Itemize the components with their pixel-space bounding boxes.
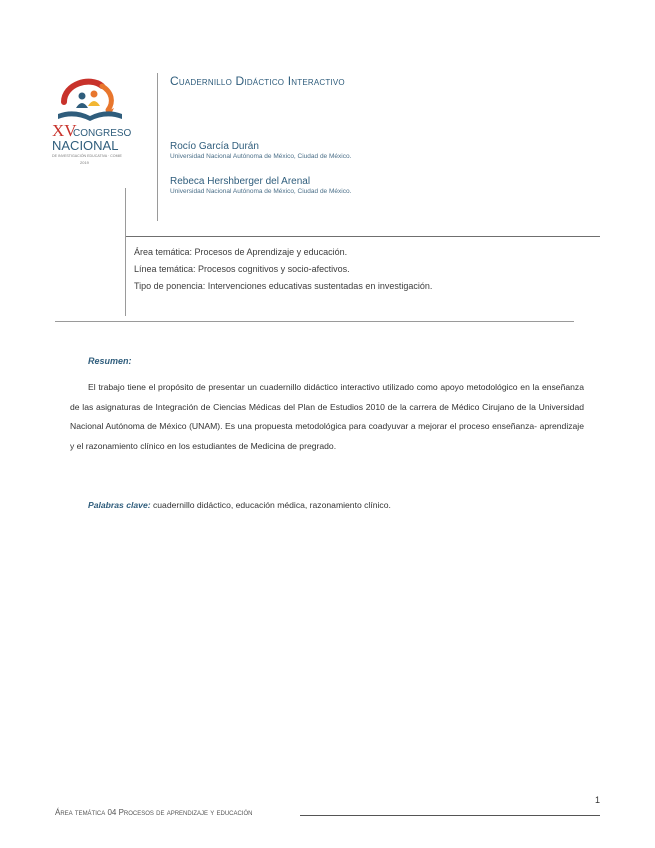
thematic-line: Línea temática: Procesos cognitivos y socio-afectivos. bbox=[134, 264, 350, 274]
keywords-text: cuadernillo didáctico, educación médica, razonamiento clínico. bbox=[150, 500, 391, 510]
logo-tagline: DE INVESTIGACIÓN EDUCATIVA · COMIE bbox=[52, 154, 122, 158]
meta-bottom-rule bbox=[55, 321, 574, 322]
paper-metadata bbox=[134, 244, 432, 295]
thematic-area: Área temática: Procesos de Aprendizaje y educación. bbox=[134, 247, 348, 257]
document-title: Cuadernillo Didáctico Interactivo bbox=[170, 74, 345, 88]
paper-type: Tipo de ponencia: Intervenciones educativas sustentadas en investigación. bbox=[134, 281, 433, 291]
author-name: Rocío García Durán bbox=[170, 141, 259, 152]
meta-top-rule bbox=[126, 236, 600, 237]
abstract-heading: Resumen: bbox=[88, 356, 132, 366]
keywords-label: Palabras clave: bbox=[88, 500, 151, 510]
author-name: Rebeca Hershberger del Arenal bbox=[170, 176, 311, 187]
header-vertical-rule bbox=[157, 73, 158, 221]
keywords-line bbox=[88, 500, 391, 510]
footer-running-title: Área temática 04 Procesos de aprendizaje y educación bbox=[55, 808, 253, 817]
author-block bbox=[170, 141, 351, 161]
author-affiliation: Universidad Nacional Autónoma de México, Ciudad de México. bbox=[170, 153, 352, 160]
logo-roman-numeral: XV bbox=[52, 121, 77, 140]
logo-dates: 2019 bbox=[80, 160, 89, 165]
logo-nacional: NACIONAL bbox=[52, 138, 119, 153]
meta-vertical-rule bbox=[125, 188, 126, 316]
page-number: 1 bbox=[595, 795, 601, 805]
abstract-text: El trabajo tiene el propósito de presentar un cuadernillo didáctico interactivo utilizado como apoyo metodológico en la enseñanza de las asignaturas de Integración de Ciencias Médicas del Plan de Estudios 2010 de la carrera de Médico Cirujano de la Universidad Nacional Autónoma de México (UNAM). Es una propuesta metodológica para coadyuvar a mejorar el proceso enseñanza- aprendizaje y el razonamiento clínico en los estudiantes de Medicina de pregrado. bbox=[70, 382, 584, 451]
author-affiliation: Universidad Nacional Autónoma de México, Ciudad de México. bbox=[170, 188, 352, 195]
author-block bbox=[170, 176, 351, 196]
footer-rule bbox=[300, 815, 600, 816]
logo-congreso: CONGRESO bbox=[73, 128, 132, 139]
congress-logo bbox=[50, 72, 132, 172]
